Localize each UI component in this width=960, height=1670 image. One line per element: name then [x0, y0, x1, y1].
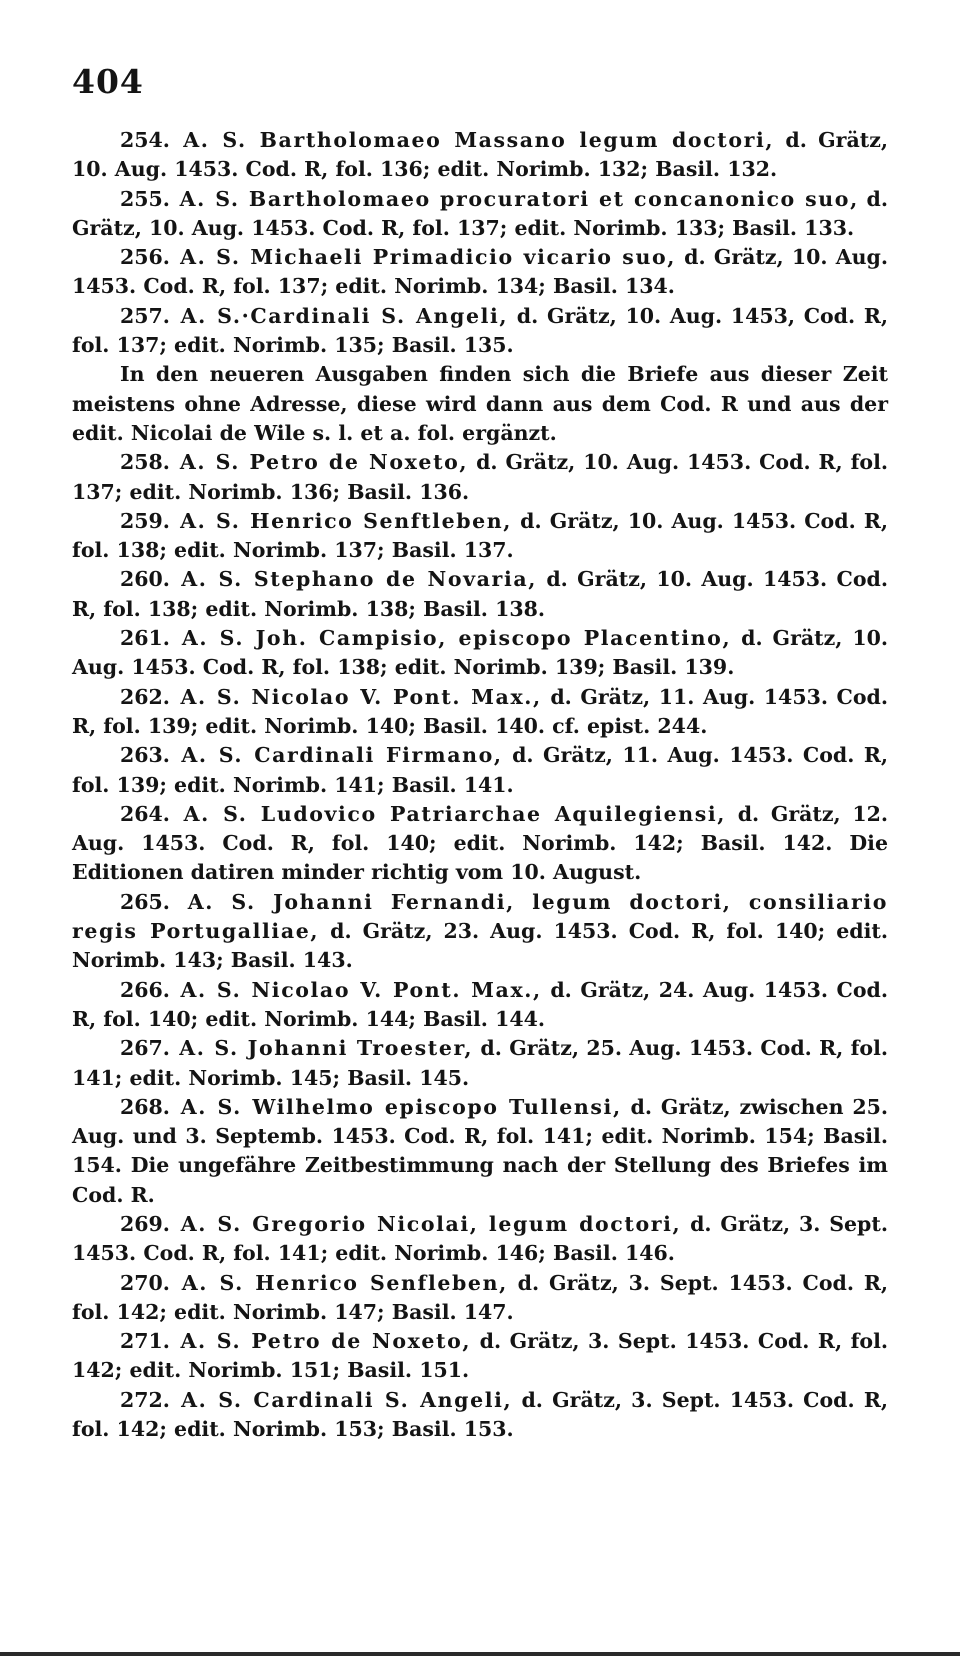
entry-addressee: A. S. Bartholomaeo Massano legum doctori, [183, 128, 775, 152]
register-entry [72, 976, 888, 1035]
entry-addressee: A. S. Ludovico Patriarchae Aquilegiensi, [183, 801, 727, 826]
entry-details: d. Grätz, 10. Aug. 1453. Cod. R, fol. 137; edit. Norimb. 133; Basil. 133. [72, 186, 889, 240]
entry-number: 264. [120, 801, 170, 826]
entry-details: d. Grätz, 10. Aug. 1453. Cod. R, fol. 138; edit. Norimb. 139; Basil. 139. [72, 626, 889, 680]
register-entry [72, 448, 888, 507]
entry-number: 261. [120, 626, 170, 651]
entry-addressee: A. S. Michaeli Primadicio vicario suo, [180, 245, 676, 270]
entry-details: d. Grätz, 12. Aug. 1453. Cod. R, fol. 140; edit. Norimb. 142; Basil. 142. Die Editionen datiren minder richtig vom 10. August. [72, 801, 888, 885]
entry-number: 263. [120, 743, 170, 768]
entry-number: 259. [120, 508, 170, 533]
entry-details: d. Grätz, 11. Aug. 1453. Cod. R, fol. 139; edit. Norimb. 140; Basil. 140. cf. epist. 244. [72, 684, 889, 738]
register-entry [72, 565, 888, 624]
register-entry [72, 507, 888, 566]
entry-details: d. Grätz, 10. Aug. 1453. Cod. R, fol. 138; edit. Norimb. 138; Basil. 138. [72, 567, 889, 621]
register-entry [72, 624, 888, 683]
entry-number: 272. [120, 1387, 170, 1412]
entry-addressee: A. S. Joh. Campisio, episcopo Placentino, [181, 626, 732, 651]
page-number: 404 [72, 62, 144, 101]
register-entry [72, 1093, 888, 1210]
entry-addressee: A. S. Bartholomaeo procuratori et concanonico suo, [179, 186, 859, 211]
entry-details: d. Grätz, zwischen 25. Aug. und 3. Septemb. 1453. Cod. R, fol. 141; edit. Norimb. 154; Basil. 154. Die ungefähre Zeitbestimmung nach der Stellung des Briefes im Cod. R. [72, 1094, 888, 1207]
entry-number: 270. [120, 1270, 170, 1295]
entry-addressee: A. S. Cardinali Firmano, [181, 743, 503, 768]
register-entry [72, 1327, 888, 1386]
entry-number: 267. [120, 1036, 170, 1061]
entry-number: 269. [120, 1211, 170, 1236]
page-bottom-rule [0, 1652, 960, 1656]
register-entry [72, 888, 888, 976]
entry-details: d. Grätz, 10. Aug. 1453. Cod. R, fol. 137; edit. Norimb. 134; Basil. 134. [72, 245, 889, 299]
entry-addressee: A. S. Petro de Noxeto, [179, 450, 469, 475]
register-entry [72, 243, 888, 302]
entry-addressee: A. S. Gregorio Nicolai, legum doctori, [180, 1211, 682, 1236]
entry-details: d. Grätz, 10. Aug. 1453. Cod. R, fol. 137; edit. Norimb. 136; Basil. 136. [72, 450, 889, 504]
entry-details: d. Grätz, 10. Aug. 1453. Cod. R, fol. 136; edit. Norimb. 132; Basil. 132. [72, 128, 888, 182]
entry-addressee: A. S. Stephano de Novaria, [181, 567, 537, 592]
register-entry [72, 126, 888, 185]
entry-number: 254. [120, 128, 170, 152]
entry-number: 258. [120, 450, 170, 475]
entry-number: 255. [120, 186, 170, 211]
entry-details: d. Grätz, 23. Aug. 1453. Cod. R, fol. 140; edit. Norimb. 143; Basil. 143. [72, 919, 888, 973]
entry-details: d. Grätz, 10. Aug. 1453. Cod. R, fol. 138; edit. Norimb. 137; Basil. 137. [72, 508, 888, 563]
entry-number: 268. [120, 1094, 170, 1119]
entry-number: 260. [120, 567, 170, 592]
entry-details: d. Grätz, 10. Aug. 1453, Cod. R, fol. 137; edit. Norimb. 135; Basil. 135. [72, 303, 889, 358]
register-entry [72, 1386, 888, 1445]
entry-addressee: A. S. Johanni Troester, [179, 1036, 474, 1061]
entry-details: d. Grätz, 3. Sept. 1453. Cod. R, fol. 142; edit. Norimb. 147; Basil. 147. [72, 1270, 889, 1324]
note-text: In den neueren Ausgaben finden sich die Briefe aus dieser Zeit meistens ohne Adresse, diese wird dann aus dem Cod. R und aus der edit. Nicolai de Wile s. l. et a. fol. ergänzt. [72, 362, 888, 445]
entry-number: 257. [120, 303, 170, 328]
entry-addressee: A. S. Johanni Fernandi, legum doctori, consiliario regis Portugalliae, [72, 889, 889, 944]
entry-details: d. Grätz, 11. Aug. 1453. Cod. R, fol. 139; edit. Norimb. 141; Basil. 141. [72, 743, 889, 797]
register-entry [72, 800, 888, 888]
entry-details: d. Grätz, 25. Aug. 1453. Cod. R, fol. 141; edit. Norimb. 145; Basil. 145. [72, 1036, 888, 1090]
entry-addressee: A. S.·Cardinali S. Angeli, [180, 303, 509, 328]
entry-addressee: A. S. Nicolao V. Pont. Max., [180, 684, 542, 709]
entry-number: 262. [120, 684, 170, 709]
entry-addressee: A. S. Nicolao V. Pont. Max., [180, 977, 542, 1002]
entry-details: d. Grätz, 3. Sept. 1453. Cod. R, fol. 142; edit. Norimb. 153; Basil. 153. [72, 1387, 889, 1442]
entry-addressee: A. S. Henrico Senfleben, [181, 1270, 508, 1295]
entry-addressee: A. S. Cardinali S. Angeli, [181, 1387, 513, 1412]
register-entry [72, 1034, 888, 1093]
letter-register [72, 126, 888, 1444]
register-entry [72, 185, 888, 244]
entry-number: 265. [120, 889, 170, 914]
entry-number: 271. [120, 1329, 170, 1354]
entry-addressee: A. S. Wilhelmo episcopo Tullensi, [180, 1094, 622, 1119]
register-entry [72, 741, 888, 800]
register-entry [72, 683, 888, 742]
entry-addressee: A. S. Henrico Senftleben, [180, 508, 513, 533]
editorial-note [72, 360, 888, 448]
entry-details: d. Grätz, 3. Sept. 1453. Cod. R, fol. 141; edit. Norimb. 146; Basil. 146. [72, 1211, 888, 1266]
entry-details: d. Grätz, 24. Aug. 1453. Cod. R, fol. 140; edit. Norimb. 144; Basil. 144. [72, 977, 889, 1031]
register-entry [72, 1210, 888, 1269]
entry-details: d. Grätz, 3. Sept. 1453. Cod. R, fol. 142; edit. Norimb. 151; Basil. 151. [72, 1329, 889, 1383]
entry-addressee: A. S. Petro de Noxeto, [180, 1329, 472, 1354]
entry-number: 266. [120, 977, 170, 1002]
register-entry [72, 1269, 888, 1328]
entry-number: 256. [120, 245, 170, 270]
register-entry [72, 302, 888, 361]
